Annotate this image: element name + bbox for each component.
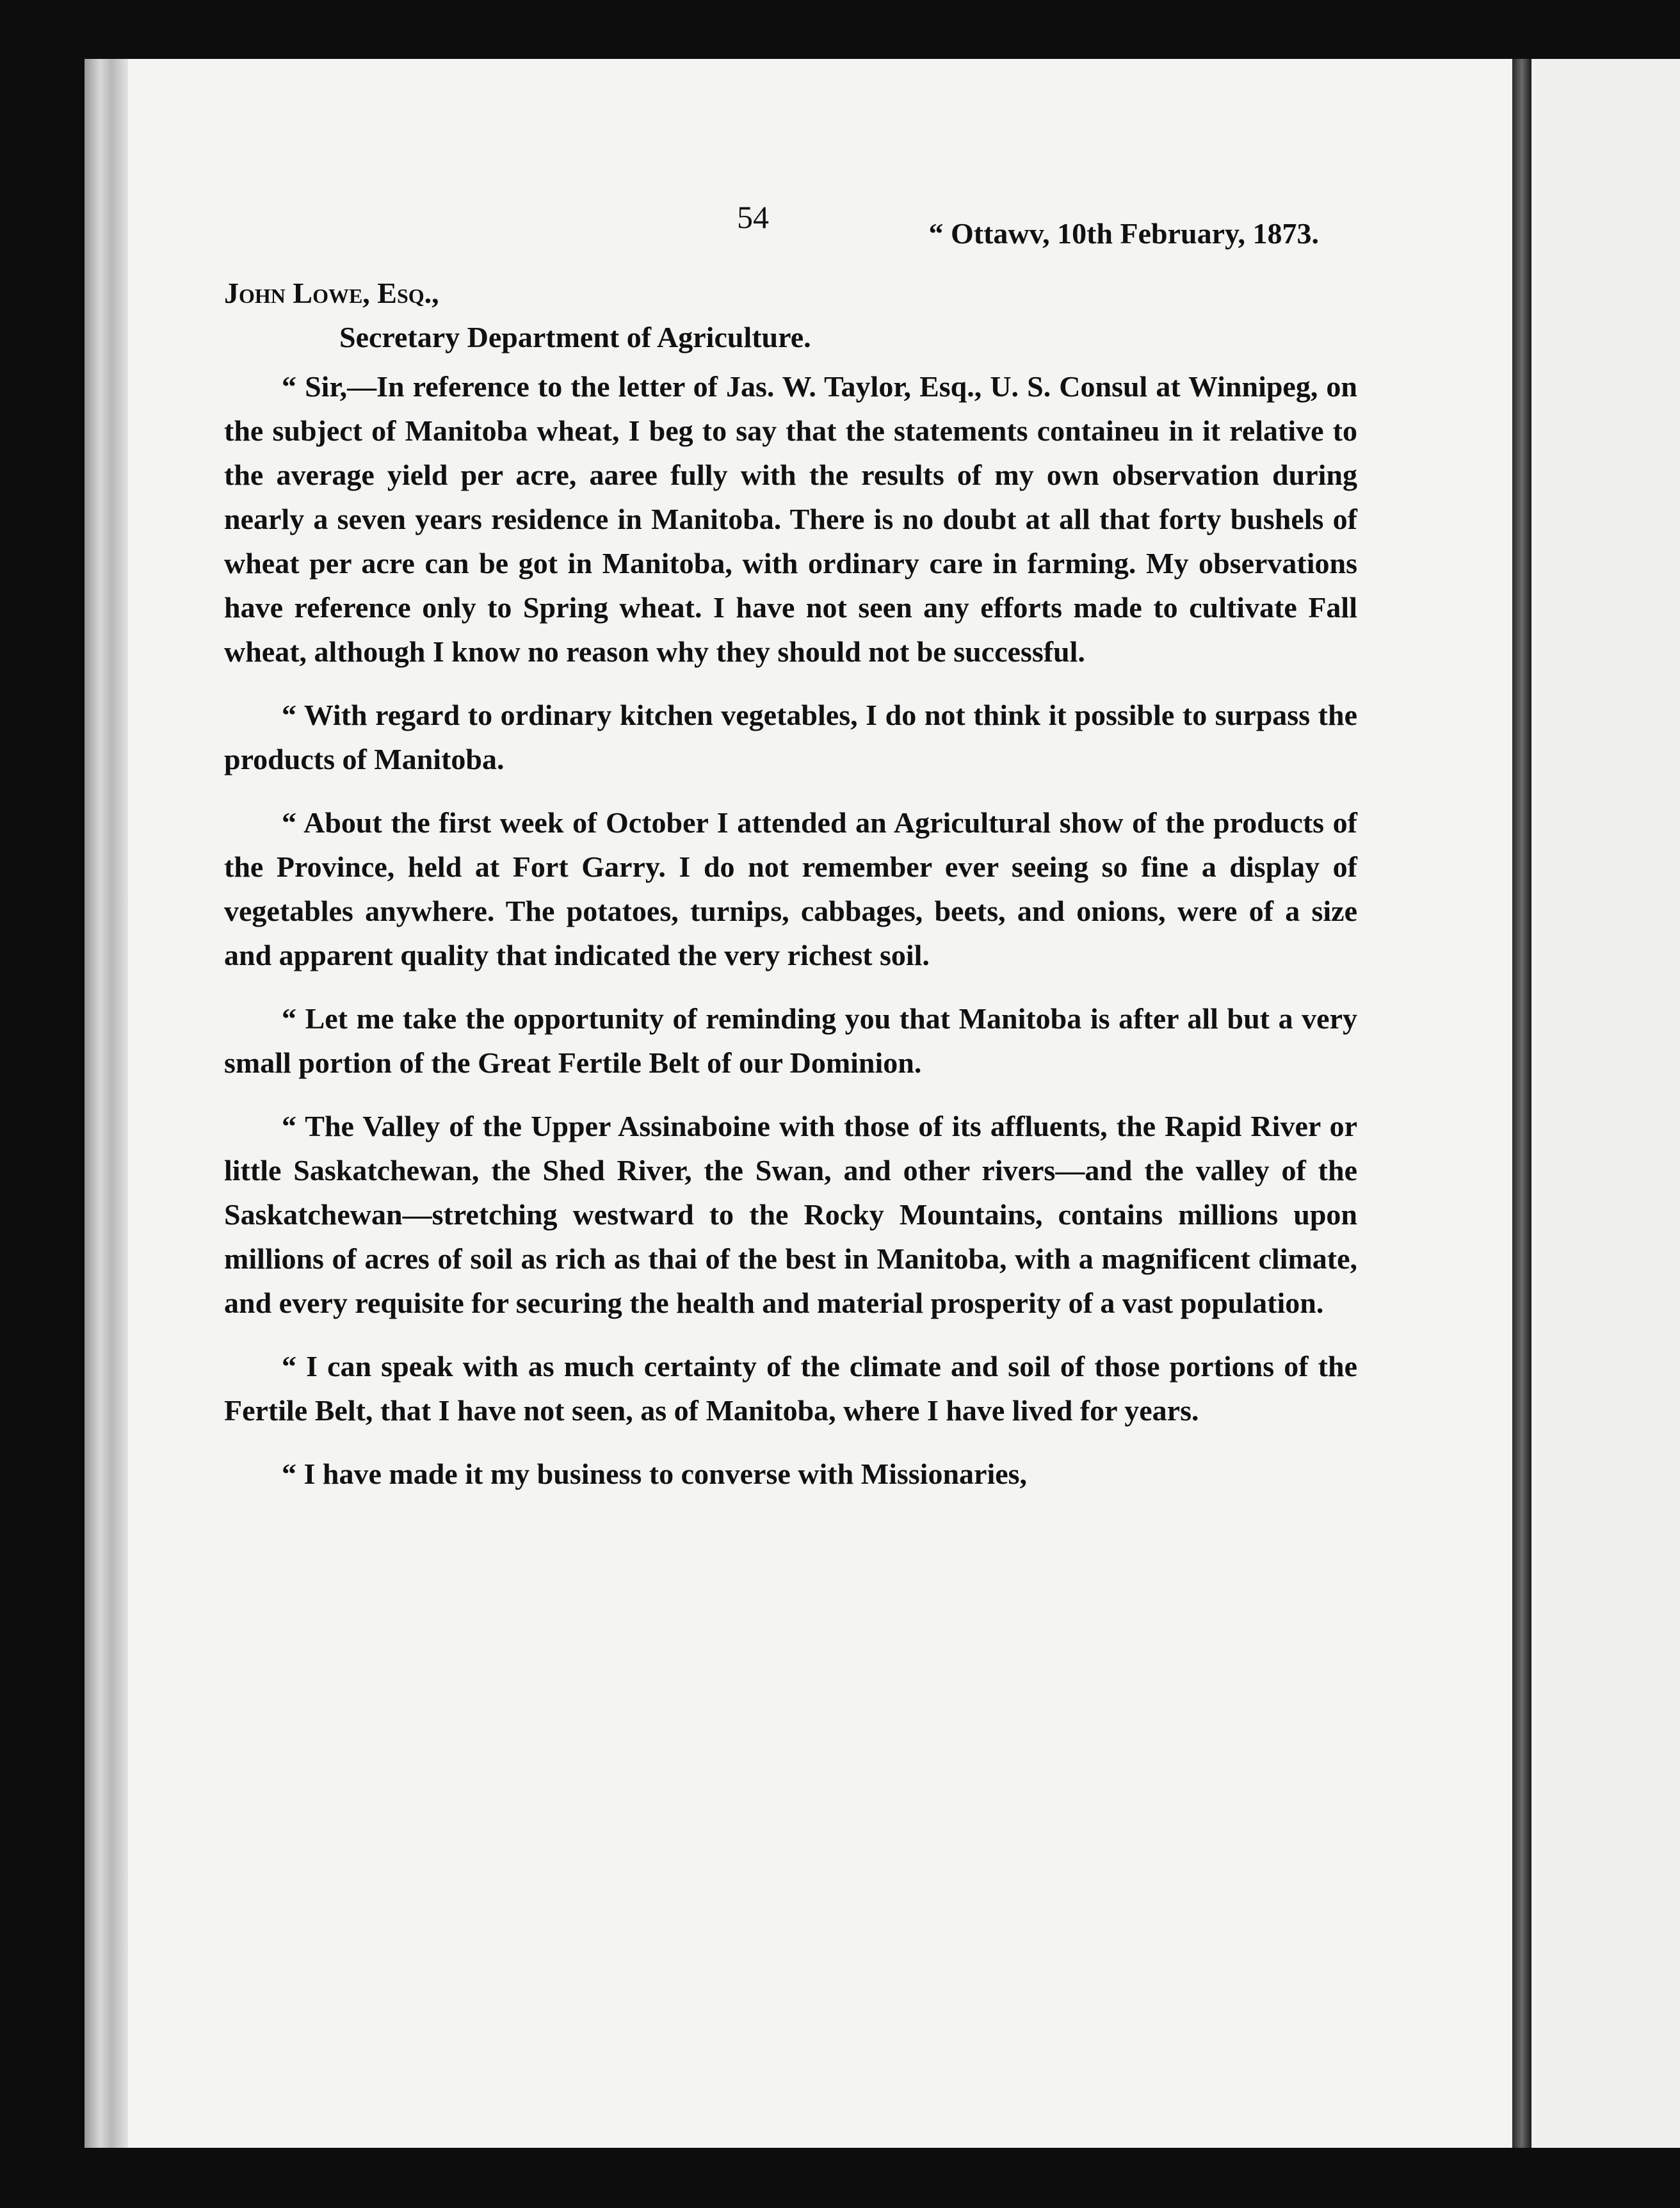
book-gutter <box>1512 59 1531 2148</box>
letter-body <box>224 192 1357 1515</box>
paragraph: “ Let me take the opportunity of reminding you that Manitoba is after all but a very small portion of the Great Fertile Belt of our Dominion. <box>224 1002 1357 1079</box>
paragraph: “ Sir,—In reference to the letter of Jas. W. Taylor, Esq., U. S. Consul at Winnipeg, on the subject of Manitoba wheat, I beg to say that the statements containeu in it relative to the average yield per acre, aaree fully with the results of my own observation during nearly a seven years residence in Manitoba. There is no doubt at all that forty bushels of wheat per acre can be got in Manitoba, with ordinary care in farming. My observations have reference only to Spring wheat. I have not seen any efforts made to cultivate Fall wheat, although I know no reason why they should not be successful. <box>224 370 1357 668</box>
paragraph: “ With regard to ordinary kitchen vegetables, I do not think it possible to surpass the products of Manitoba. <box>224 699 1357 775</box>
paragraph: “ I have made it my business to converse with Missionaries, <box>282 1457 1028 1490</box>
addressee: John Lowe, Esq., <box>224 277 439 309</box>
adjacent-page <box>1531 59 1680 2148</box>
page-number: 54 <box>737 199 769 235</box>
addressee-title: Secretary Department of Agriculture. <box>339 321 811 353</box>
paragraph: “ I can speak with as much certainty of the climate and soil of those portions of the Fertile Belt, that I have not seen, as of Manitoba, where I have lived for years. <box>224 1350 1357 1427</box>
dateline: “ Ottawv, 10th February, 1873. <box>928 217 1319 250</box>
paragraph: “ About the first week of October I attended an Agricultural show of the products of the Province, held at Fort Garry. I do not remember ever seeing so fine a display of vegetables anywhere. The potatoes, turnips, cabbages, beets, and onions, were of a size and apparent quality that indicated the very richest soil. <box>224 806 1357 971</box>
paragraph: “ The Valley of the Upper Assinaboine with those of its affluents, the Rapid River or little Saskatchewan, the Shed River, the Swan, and other rivers—and the valley of the Saskatchewan—stretching westward to the Rocky Mountains, contains millions upon millions of acres of soil as rich as thai of the best in Manitoba, with a magnificent climate, and every requisite for securing the health and material prosperity of a vast population. <box>224 1110 1357 1319</box>
book-page-edge <box>85 59 129 2148</box>
